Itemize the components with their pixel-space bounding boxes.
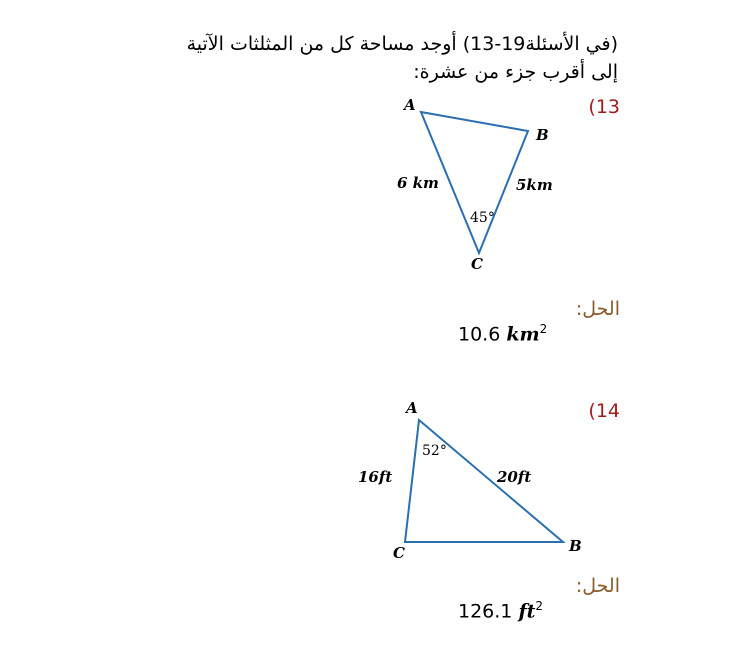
- question-14-answer-exponent: 2: [535, 599, 544, 613]
- question-14-number: (14: [588, 400, 620, 422]
- triangle-13-side-ac: 6 km: [397, 174, 439, 192]
- question-13-solution-label: الحل:: [575, 298, 620, 320]
- triangle-14-side-ac: 16ft: [358, 468, 393, 486]
- question-13-answer-unit: km: [506, 323, 540, 346]
- triangle-14-side-ab: 20ft: [497, 468, 532, 486]
- triangle-13-side-bc: 5km: [516, 176, 553, 194]
- instructions-line-1: (في الأسئلة19-13) أوجد مساحة كل من المثلثات الآتية: [186, 33, 618, 55]
- question-14-solution-label: الحل:: [575, 575, 620, 597]
- triangle-13-angle: 45°: [470, 210, 495, 226]
- triangle-14: [358, 399, 582, 562]
- triangle-14-vertex-b: B: [569, 537, 582, 555]
- triangle-14-vertex-a: A: [406, 399, 418, 417]
- triangle-14-angle: 52°: [422, 443, 447, 459]
- triangle-13-vertex-b: B: [536, 126, 549, 144]
- instructions-line-2: إلى أقرب جزء من عشرة:: [413, 61, 618, 83]
- question-13-number: (13: [588, 96, 620, 118]
- triangle-13-vertex-a: A: [404, 96, 416, 114]
- question-14-answer-unit: ft: [518, 600, 536, 623]
- question-14-answer: [458, 599, 543, 622]
- triangle-13-vertex-c: C: [471, 255, 483, 273]
- triangle-14-shape: [405, 420, 563, 542]
- question-13-answer-exponent: 2: [539, 322, 548, 336]
- question-14-answer-value: 126.1: [458, 600, 513, 623]
- triangle-13: [397, 96, 553, 273]
- question-13-answer: [458, 322, 547, 345]
- triangle-14-vertex-c: C: [393, 544, 405, 562]
- question-13-answer-value: 10.6: [458, 323, 501, 346]
